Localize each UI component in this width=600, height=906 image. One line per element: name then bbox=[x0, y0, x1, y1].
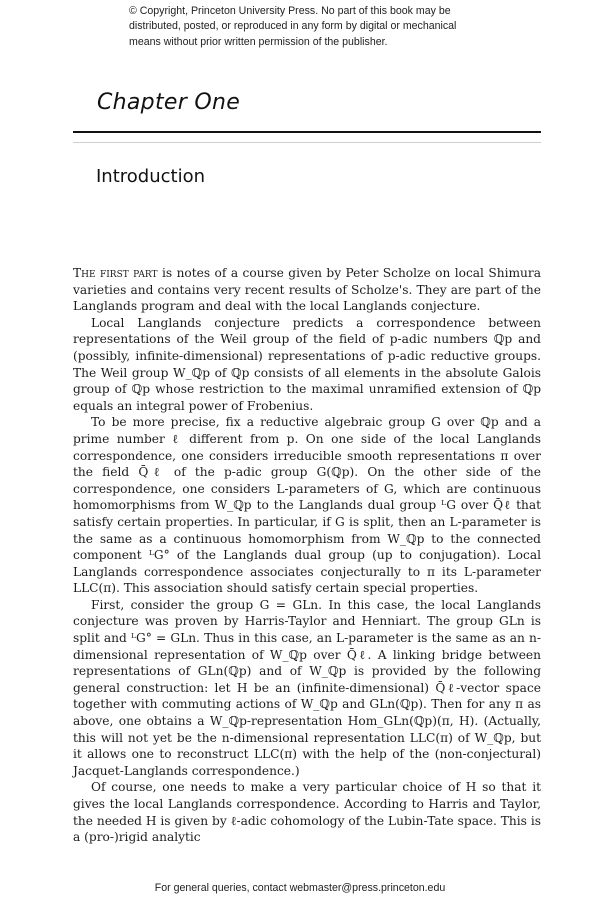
chapter-label: Chapter One bbox=[97, 90, 241, 115]
copyright-line: distributed, posted, or reproduced in any form by digital or mechanical bbox=[129, 20, 457, 33]
copyright-line: © Copyright, Princeton University Press. No part of this book may be bbox=[129, 5, 451, 17]
paragraph: Local Langlands conjecture predicts a correspondence between representations of the Weil group of the field of p-adic numbers ℚp and (possibly, infinite-dimensional) representations of p-adic reductive groups. The Weil group W_ℚp of ℚp consists of all elements in the absolute Galois group of ℚp whose restriction to the maximal unramified extension of ℚp equals an integral power of Frobenius. bbox=[73, 315, 541, 413]
section-title: Introduction bbox=[96, 166, 206, 187]
copyright-line: means without prior written permission of the publisher. bbox=[129, 35, 388, 48]
lead-in-smallcaps: The first part bbox=[73, 266, 158, 280]
paragraph-text: is notes of a course given by Peter Scholze on local Shimura varieties and contains very recent results of Scholze's. They are part of the Langlands program and deal with the local Langlands conjecture. bbox=[73, 266, 541, 314]
chapter-rule-thin bbox=[73, 142, 541, 143]
paragraph bbox=[73, 265, 541, 315]
paragraph: To be more precise, fix a reductive algebraic group G over ℚp and a prime number ℓ different from p. On one side of the local Langlands correspondence, one considers irreducible smooth representations π over the field Q̄ℓ of the p-adic group G(ℚp). On the other side of the correspondence, one considers L-parameters of G, which are continuous homomorphisms from W_ℚp to the Langlands dual group ᴸG over Q̄ℓ that satisfy certain properties. In particular, if G is split, then an L-parameter is the same as a continuous homomorphism from W_ℚp to the connected component ᴸG° of the Langlands dual group (up to conjugation). Local Langlands correspondence associates conjecturally to π its L-parameter LLC(π). This association should satisfy certain special properties. bbox=[73, 415, 541, 596]
body-text bbox=[73, 265, 541, 846]
copyright-notice bbox=[129, 4, 489, 50]
paragraph: Of course, one needs to make a very particular choice of H so that it gives the local Langlands correspondence. According to Harris and Taylor, the needed H is given by ℓ-adic cohomology of the Lubin-Tate space. This is a (pro-)rigid analytic bbox=[73, 780, 541, 845]
paragraph: First, consider the group G = GLn. In this case, the local Langlands conjecture was proven by Harris-Taylor and Henniart. The group GLn is split and ᴸG° = GLn. Thus in this case, an L-parameter is the same as an n-dimensional representation of W_ℚp over Q̄ℓ. A linking bridge between representations of GLn(ℚp) and of W_ℚp is provided by the following general construction: let H be an (infinite-dimensional) Q̄ℓ-vector space together with commuting actions of W_ℚp and GLn(ℚp). Then for any π as above, one obtains a W_ℚp-representation Hom_GLn(ℚp)(π, H). (Actually, this will not yet be the n-dimensional representation LLC(π) of W_ℚp, but it allows one to reconstruct LLC(π) with the help of the (non-conjectural) Jacquet-Langlands correspondence.) bbox=[73, 597, 541, 778]
chapter-rule-thick bbox=[73, 131, 541, 133]
footer-contact: For general queries, contact webmaster@press.princeton.edu bbox=[154, 882, 446, 894]
